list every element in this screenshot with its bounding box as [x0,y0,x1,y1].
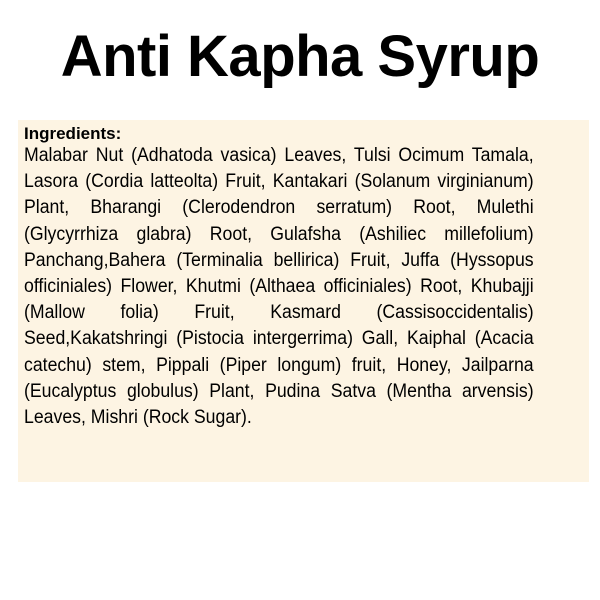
ingredients-text: Malabar Nut (Adhatoda vasica) Leaves, Tulsi Ocimum Tamala, Lasora (Cordia latteolta) Fruit, Kantakari (Solanum virginianum) Plant, Bharangi (Clerodendron serratum) Root, Mulethi (Glycyrrhiza glabra) Root, Gulafsha (Ashiliec millefolium) Panchang,Bahera (Terminalia bellirica) Fruit, Juffa (Hyssopus officiniales) Flower, Khutmi (Althaea officiniales) Root, Khubajji (Mallow folia) Fruit, Kasmard (Cassisoccidentalis) Seed,Kakatshringi (Pistocia intergerrima) Gall, Kaiphal (Acacia catechu) stem, Pippali (Piper longum) fruit, Honey, Jailparna (Eucalyptus globulus) Plant, Pudina Satva (Mentha arvensis) Leaves, Mishri (Rock Sugar). [24,145,534,429]
product-title: Anti Kapha Syrup [60,24,540,89]
ingredients-heading: Ingredients: [24,124,122,143]
ingredients-panel [18,120,589,482]
